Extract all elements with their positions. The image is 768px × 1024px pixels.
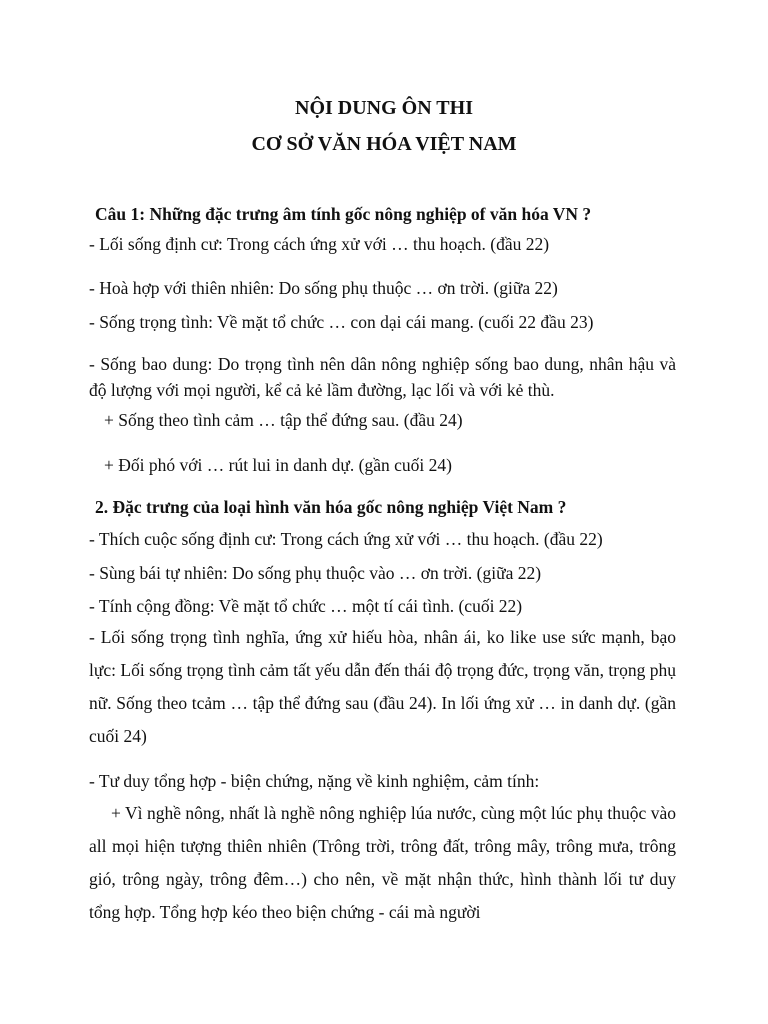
q2-item-3: - Tính cộng đồng: Về mặt tổ chức … một tí cái tình. (cuối 22): [89, 596, 523, 616]
q2-sub-item-1: + Vì nghề nông, nhất là nghề nông nghiệp lúa nước, cùng một lúc phụ thuộc vào all mọi hiện tượng thiên nhiên (Trông trời, trông đất, trông mây, trông mưa, trông gió, trông ngày, trông đêm…) cho nên, về mặt nhận thức, hình thành lối tư duy tổng hợp. Tổng hợp kéo theo biện chứng - cái mà người: [89, 803, 676, 922]
q1-item-2: - Hoà hợp với thiên nhiên: Do sống phụ thuộc … ơn trời. (giữa 22): [89, 278, 558, 298]
q1-item-1: - Lối sống định cư: Trong cách ứng xử với … thu hoạch. (đầu 22): [89, 234, 550, 254]
q2-item-1: - Thích cuộc sống định cư: Trong cách ứng xử với … thu hoạch. (đầu 22): [89, 529, 603, 549]
q1-sub-item-2: + Đối phó với … rút lui in danh dự. (gần cuối 24): [104, 455, 452, 475]
q1-item-4: - Sống bao dung: Do trọng tình nên dân nông nghiệp sống bao dung, nhân hậu và độ lượng với mọi người, kể cả kẻ lầm đường, lạc lối và với kẻ thù.: [89, 354, 676, 400]
question-2-heading: 2. Đặc trưng của loại hình văn hóa gốc nông nghiệp Việt Nam ?: [95, 497, 567, 517]
q2-item-5: - Tư duy tổng hợp - biện chứng, nặng về kinh nghiệm, cảm tính:: [89, 771, 540, 791]
q2-item-2: - Sùng bái tự nhiên: Do sống phụ thuộc vào … ơn trời. (giữa 22): [89, 563, 542, 583]
title-line-2: CƠ SỞ VĂN HÓA VIỆT NAM: [251, 133, 517, 155]
title-line-1: NỘI DUNG ÔN THI: [295, 97, 473, 119]
q2-item-4: - Lối sống trọng tình nghĩa, ứng xử hiếu hòa, nhân ái, ko like use sức mạnh, bạo lực: Lối sống trọng tình cảm tất yếu dẫn đến thái độ trọng đức, trọng văn, trọng phụ nữ. Sống theo tcảm … tập thể đứng sau (đầu 24). In lối ứng xử … in danh dự. (gần cuối 24): [89, 627, 676, 746]
question-1-heading: Câu 1: Những đặc trưng âm tính gốc nông nghiệp of văn hóa VN ?: [95, 204, 592, 224]
q1-item-3: - Sống trọng tình: Về mặt tổ chức … con dại cái mang. (cuối 22 đầu 23): [89, 312, 594, 332]
q1-sub-item-1: + Sống theo tình cảm … tập thể đứng sau. (đầu 24): [104, 410, 463, 430]
